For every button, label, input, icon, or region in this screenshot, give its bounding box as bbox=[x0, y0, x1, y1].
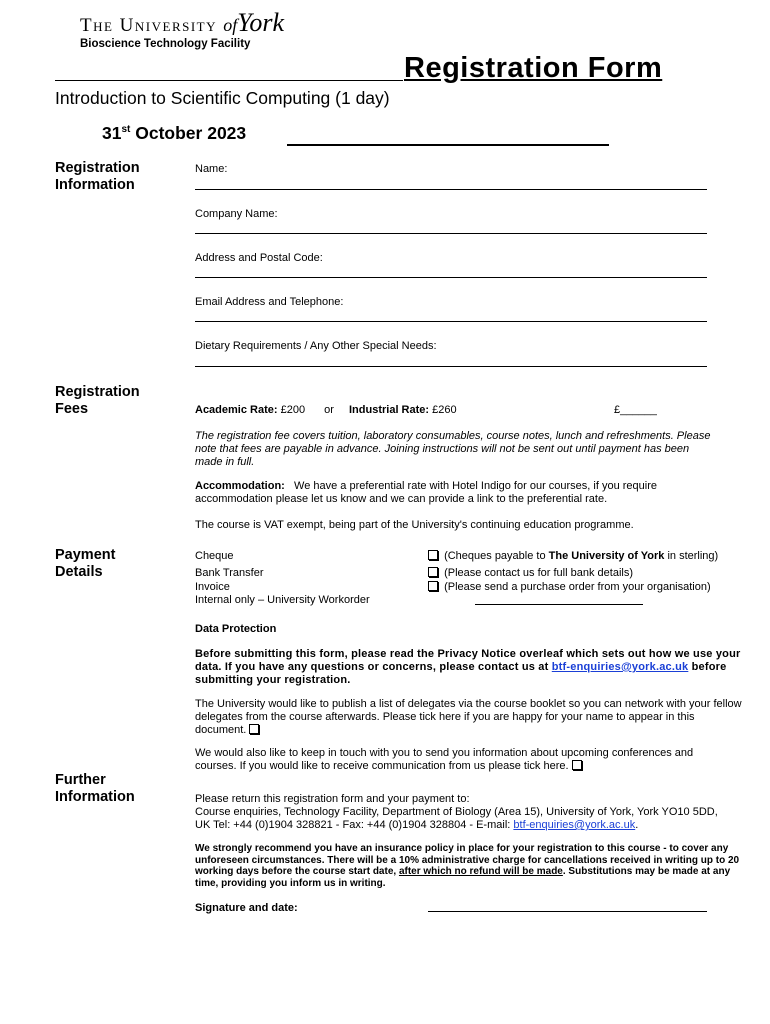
company-field[interactable] bbox=[195, 233, 707, 234]
date-month-year: October 2023 bbox=[135, 123, 247, 143]
signature-label: Signature and date: bbox=[195, 902, 298, 914]
insurance-text: We strongly recommend you have an insurance policy in place for your registration to this course - to cover any unforeseen circumstances. There will be a 10% administrative charge for cancellations received in writing up to 20 working days before the course start date, bbox=[195, 843, 740, 877]
keep-in-touch-text: We would also like to keep in touch with you to send you information about upcoming conferences and courses. If you would like to receive communication from us please tick here. bbox=[195, 747, 694, 772]
page-title: Registration Form bbox=[404, 52, 663, 84]
contact-checkbox[interactable] bbox=[572, 760, 582, 770]
accommodation-text: We have a preferential rate with Hotel Indigo for our courses, if you require accommodation please let us know and we can provide a link to the preferential rate. bbox=[195, 480, 657, 505]
cheque-note-pre: (Cheques payable to bbox=[444, 550, 546, 562]
privacy-text-post: before submitting your registration. bbox=[195, 661, 727, 686]
accommodation-note bbox=[195, 480, 715, 506]
data-protection-text bbox=[195, 648, 743, 687]
section-payment-details: Payment Details bbox=[55, 547, 116, 580]
course-name: Introduction to Scientific Computing (1 day) bbox=[55, 88, 390, 108]
academic-rate-value: £200 bbox=[280, 404, 306, 416]
invoice-note: (Please send a purchase order from your organisation) bbox=[444, 581, 711, 593]
logo-text: The University bbox=[80, 15, 218, 36]
data-protection-heading: Data Protection bbox=[195, 623, 277, 635]
cheque-note-post: in sterling) bbox=[667, 550, 719, 562]
date-day: 31 bbox=[102, 123, 122, 143]
company-label: Company Name: bbox=[195, 208, 278, 220]
cheque-checkbox[interactable] bbox=[428, 550, 438, 560]
insurance-refund-text: after which no refund will be made bbox=[398, 866, 563, 877]
accommodation-label: Accommodation: bbox=[195, 480, 285, 492]
publish-consent bbox=[195, 698, 745, 737]
rate-or: or bbox=[324, 404, 334, 416]
return-address: Course enquiries, Technology Facility, Department of Biology (Area 15), University of York, York YO10 5DD, UK Tel: +44 (0)1904 328821 - Fax: +44 (0)1904 328804 - E-mail: btf-enquiries@york.ac.uk. bbox=[195, 806, 718, 831]
fee-note: The registration fee covers tuition, laboratory consumables, course notes, lunch and refreshments. Please note that fees are payable in advance. Joining instructions will not be sent out until payment has been made in full. bbox=[195, 430, 711, 468]
insurance-notice bbox=[195, 843, 740, 889]
payment-cheque-option[interactable] bbox=[428, 550, 718, 563]
contact-consent bbox=[195, 747, 735, 773]
enquiries-email-link[interactable]: btf-enquiries@york.ac.uk bbox=[551, 661, 689, 673]
payment-bank-label: Bank Transfer bbox=[195, 567, 264, 579]
university-logo bbox=[80, 8, 284, 38]
workorder-field[interactable] bbox=[475, 604, 643, 605]
section-registration-info: Registration Information bbox=[55, 160, 140, 193]
return-instruction: Please return this registration form and your payment to: bbox=[195, 793, 470, 805]
name-label: Name: bbox=[195, 163, 228, 175]
payment-internal-label: Internal only – University Workorder bbox=[195, 594, 370, 606]
publish-text: The University would like to publish a list of delegates via the course booklet so you can network with your fellow delegates from the course afterwards. Please tick here if you are happy for your name to appear in this document. bbox=[195, 698, 742, 736]
course-date bbox=[102, 123, 246, 144]
return-email-link[interactable]: btf-enquiries@york.ac.uk bbox=[513, 819, 636, 831]
logo-york: York bbox=[237, 8, 285, 37]
insurance-text-post: . Substitutions may be made at any time, providing you inform us in writing. bbox=[195, 866, 731, 889]
privacy-text: Before submitting this form, please read the Privacy Notice overleaf which sets out how we use your data. If you have any questions or concerns, please contact us at bbox=[195, 648, 741, 673]
invoice-checkbox[interactable] bbox=[428, 581, 438, 591]
signature-field[interactable] bbox=[428, 911, 707, 912]
fee-rates bbox=[195, 404, 457, 417]
industrial-rate-value: £260 bbox=[432, 404, 457, 416]
dietary-label: Dietary Requirements / Any Other Special Needs: bbox=[195, 340, 437, 352]
section-registration-fees: Registration Fees bbox=[55, 384, 140, 417]
industrial-rate-label: Industrial Rate: bbox=[349, 404, 430, 416]
fee-amount-field[interactable]: £______ bbox=[614, 404, 657, 416]
address-label: Address and Postal Code: bbox=[195, 252, 323, 264]
email-label: Email Address and Telephone: bbox=[195, 296, 344, 308]
payment-invoice-label: Invoice bbox=[195, 581, 230, 593]
payment-cheque-label: Cheque bbox=[195, 550, 234, 562]
name-field[interactable] bbox=[195, 189, 707, 190]
publish-checkbox[interactable] bbox=[249, 724, 259, 734]
academic-rate-label: Academic Rate: bbox=[195, 404, 278, 416]
dietary-field[interactable] bbox=[195, 366, 707, 367]
logo-of: of bbox=[223, 15, 238, 35]
vat-note: The course is VAT exempt, being part of the University's continuing education programme. bbox=[195, 519, 634, 531]
date-suffix: st bbox=[121, 124, 131, 136]
section-further-info: Further Information bbox=[55, 772, 135, 805]
date-rule bbox=[287, 144, 609, 146]
payment-invoice-option[interactable] bbox=[428, 581, 711, 594]
email-field[interactable] bbox=[195, 321, 707, 322]
title-rule bbox=[55, 80, 403, 81]
address-field[interactable] bbox=[195, 277, 707, 278]
bank-note: (Please contact us for full bank details) bbox=[444, 567, 633, 579]
return-address-text: Course enquiries, Technology Facility, Department of Biology (Area 15), University of York, York YO10 5DD, UK Tel: +44 (0)1904 328821 - Fax: +44 (0)1904 328804 - E-mail: bbox=[195, 806, 718, 831]
facility-name: Bioscience Technology Facility bbox=[80, 38, 251, 50]
cheque-note-payee: The University of York bbox=[548, 550, 665, 562]
bank-checkbox[interactable] bbox=[428, 567, 438, 577]
payment-bank-option[interactable] bbox=[428, 567, 633, 580]
